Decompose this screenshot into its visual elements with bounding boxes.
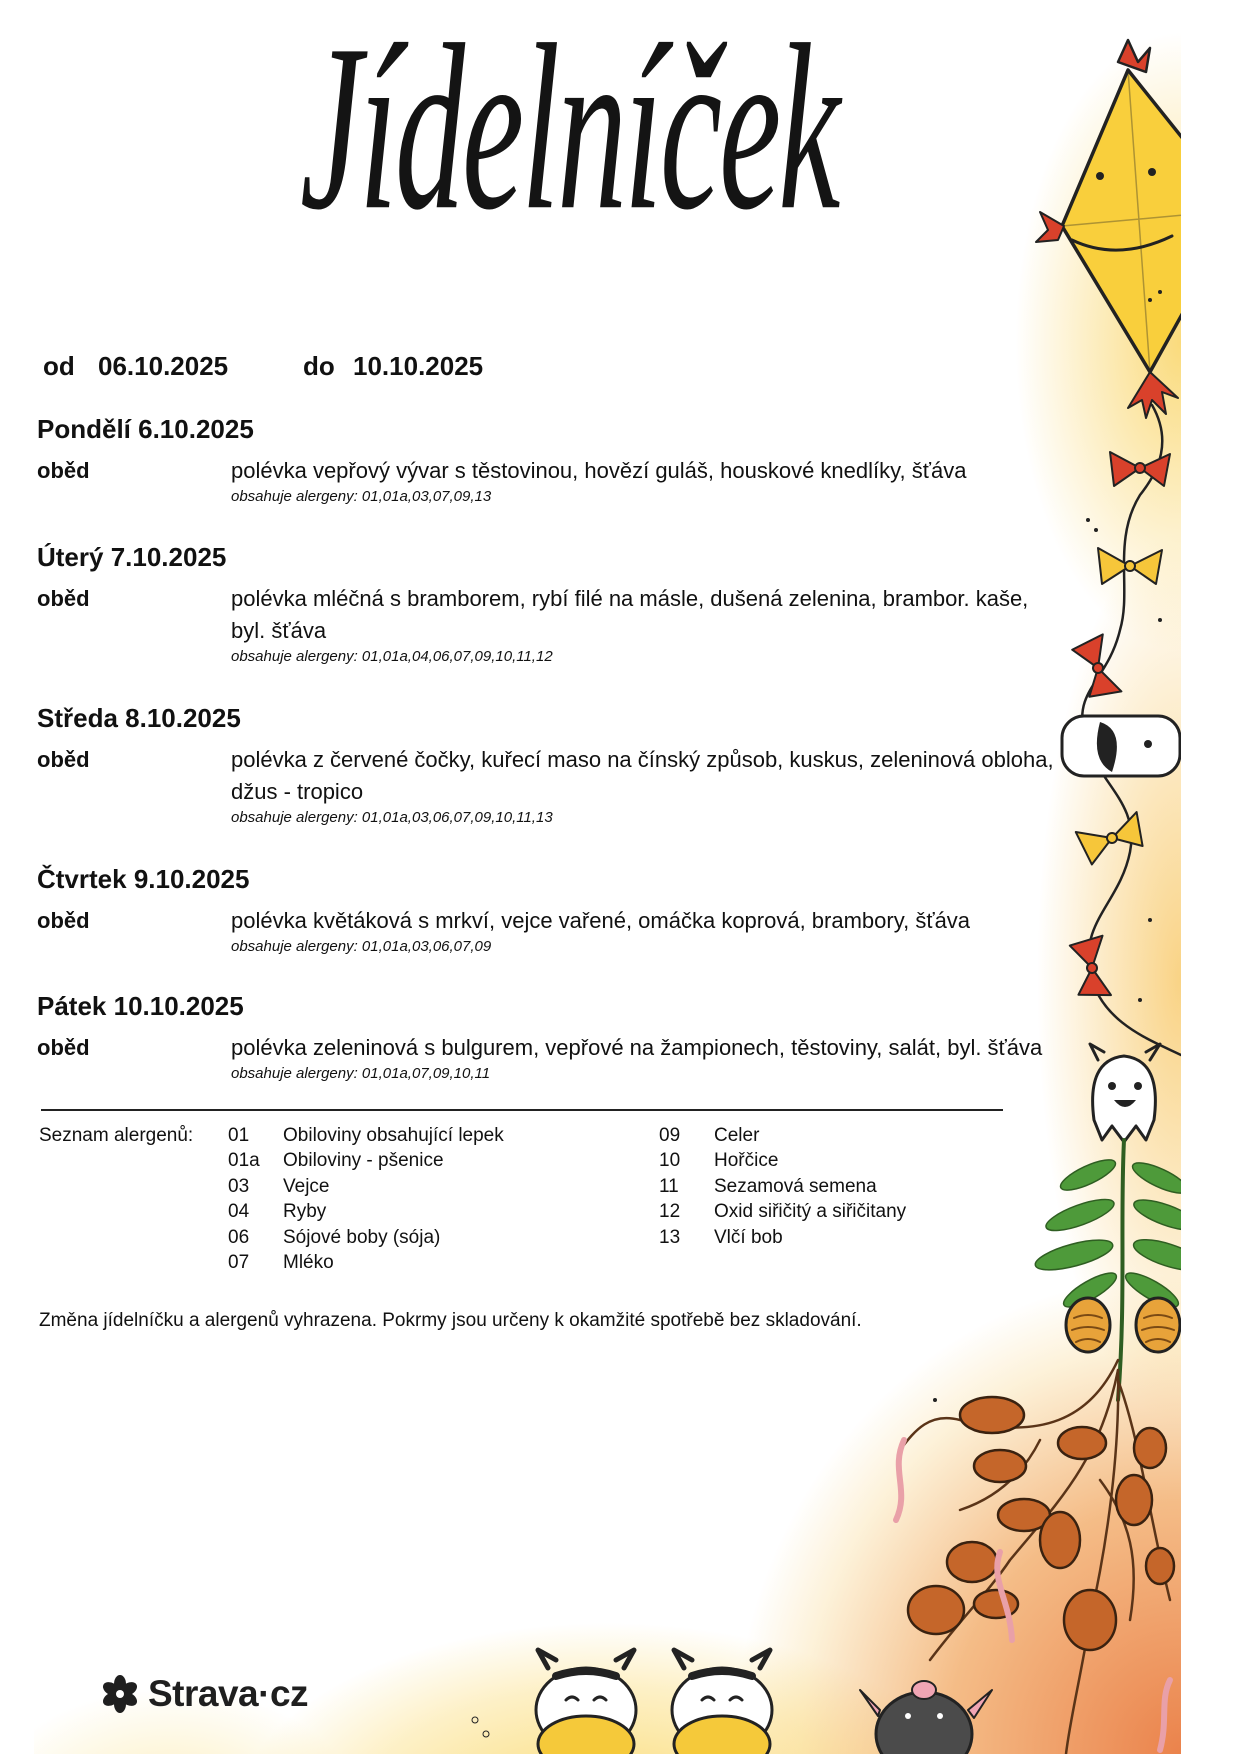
- meal-line: polévka zeleninová s bulgurem, vepřové na žampionech, těstoviny, salát, byl. šťáva: [231, 1035, 1043, 1060]
- date-from-label: od: [43, 351, 75, 381]
- meal-description: [231, 905, 970, 957]
- divider: [41, 1109, 1003, 1111]
- date-to: 10.10.2025: [353, 351, 484, 381]
- allergen-name: Hořčice: [714, 1150, 779, 1172]
- page-title: Jídelníček: [300, 0, 838, 260]
- allergen-code: 11: [659, 1175, 679, 1197]
- day-heading: Úterý 7.10.2025: [37, 542, 227, 572]
- meal-allergens: obsahuje alergeny: 01,01a,03,07,09,13: [231, 488, 492, 505]
- allergen-name: Obiloviny - pšenice: [283, 1150, 444, 1172]
- meal-allergens: obsahuje alergeny: 01,01a,03,06,07,09,10,11,13: [231, 809, 553, 826]
- meal-allergens: obsahuje alergeny: 01,01a,03,06,07,09: [231, 938, 492, 955]
- allergen-name: Sezamová semena: [714, 1175, 877, 1197]
- meal-label: oběd: [37, 908, 90, 933]
- day-heading: Pátek 10.10.2025: [37, 991, 244, 1021]
- date-from: 06.10.2025: [98, 351, 229, 381]
- meal-description: [231, 1032, 1042, 1084]
- allergen-code: 07: [228, 1251, 250, 1273]
- allergen-name: Celer: [714, 1125, 760, 1146]
- allergen-code: 10: [659, 1150, 681, 1172]
- date-to-label: do: [303, 351, 335, 381]
- allergen-code: 09: [659, 1125, 681, 1146]
- allergen-code: 04: [228, 1201, 250, 1223]
- allergen-name: Oxid siřičitý a siřičitany: [714, 1201, 907, 1223]
- allergen-code: 03: [228, 1175, 250, 1197]
- allergen-name: Sójové boby (sója): [283, 1226, 441, 1248]
- allergen-name: Ryby: [283, 1201, 327, 1223]
- meal-description: [231, 455, 966, 507]
- strava-logo-text: Strava·cz: [148, 1673, 309, 1714]
- meal-line: polévka květáková s mrkví, vejce vařené, omáčka koprová, brambory, šťáva: [231, 908, 971, 933]
- meal-line: polévka mléčná s bramborem, rybí filé na másle, dušená zelenina, brambor. kaše,: [231, 586, 1029, 611]
- allergen-code: 13: [659, 1226, 681, 1248]
- meal-description: [231, 583, 1028, 667]
- day-heading: Čtvrtek 9.10.2025: [37, 864, 250, 894]
- meal-label: oběd: [37, 1035, 90, 1060]
- allergen-name: Vejce: [283, 1175, 330, 1197]
- allergen-name: Vlčí bob: [714, 1226, 783, 1248]
- meal-line: byl. šťáva: [231, 618, 327, 643]
- allergen-code: 01: [228, 1125, 250, 1146]
- meal-label: oběd: [37, 747, 90, 772]
- footer-note: Změna jídelníčku a alergenů vyhrazena. Pokrmy jsou určeny k okamžité spotřebě bez skladování.: [39, 1310, 862, 1331]
- allergen-code: 06: [228, 1226, 250, 1248]
- meal-allergens: obsahuje alergeny: 01,01a,07,09,10,11: [231, 1065, 491, 1082]
- meal-allergens: obsahuje alergeny: 01,01a,04,06,07,09,10,11,12: [231, 648, 553, 665]
- meal-line: džus - tropico: [231, 779, 364, 804]
- meal-description: [231, 744, 1054, 828]
- strava-logo: [100, 1672, 308, 1716]
- allergen-name: Mléko: [283, 1251, 334, 1273]
- meal-line: polévka z červené čočky, kuřecí maso na čínský způsob, kuskus, zeleninová obloha,: [231, 747, 1054, 772]
- day-heading: Středa 8.10.2025: [37, 703, 241, 733]
- strava-flower-icon: [100, 1674, 140, 1714]
- meal-label: oběd: [37, 458, 90, 483]
- allergen-list-label: Seznam alergenů:: [39, 1125, 194, 1146]
- allergen-code: 01a: [228, 1150, 260, 1172]
- day-heading: Pondělí 6.10.2025: [37, 414, 254, 444]
- meal-line: polévka vepřový vývar s těstovinou, hovězí guláš, houskové knedlíky, šťáva: [231, 458, 967, 483]
- allergen-code: 12: [659, 1201, 681, 1223]
- allergen-name: Obiloviny obsahující lepek: [283, 1125, 504, 1146]
- meal-label: oběd: [37, 586, 90, 611]
